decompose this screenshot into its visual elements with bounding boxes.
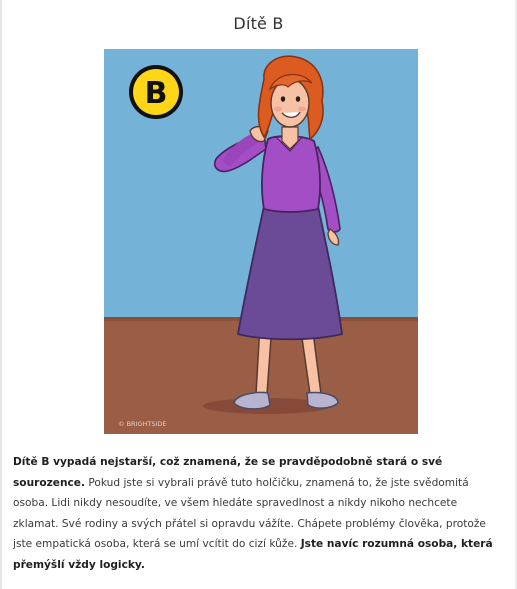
paragraph-closing-bold: Jste navíc rozumná osoba, která přemýšlí vždy logicky. bbox=[13, 538, 493, 571]
child-b-illustration bbox=[104, 49, 418, 434]
brightside-watermark: © BRIGHTSIDE bbox=[118, 420, 167, 428]
section-title: Dítě B bbox=[233, 14, 284, 33]
badge-b-icon bbox=[129, 65, 183, 119]
paragraph-lead-bold: Dítě B vypadá nejstarší, což znamená, že se pravděpodobně stará o své sourozence. bbox=[13, 456, 443, 489]
page-left-border bbox=[0, 0, 2, 589]
badge-letter: B bbox=[144, 76, 168, 111]
article-paragraph bbox=[13, 452, 505, 575]
paragraph-body: Pokud jste si vybrali právě tuto holčičku, znamená to, že jste svědomitá osoba. Lidi nikdy nesoudíte, ve všem hledáte spravedlnost a nikdy nikoho nechcete zklamat. Své rodiny a svých přátel si opravdu vážíte. Chápete problémy člověka, protože jste empatická osoba, která se umí vcítit do cizí kůže. bbox=[13, 476, 486, 550]
